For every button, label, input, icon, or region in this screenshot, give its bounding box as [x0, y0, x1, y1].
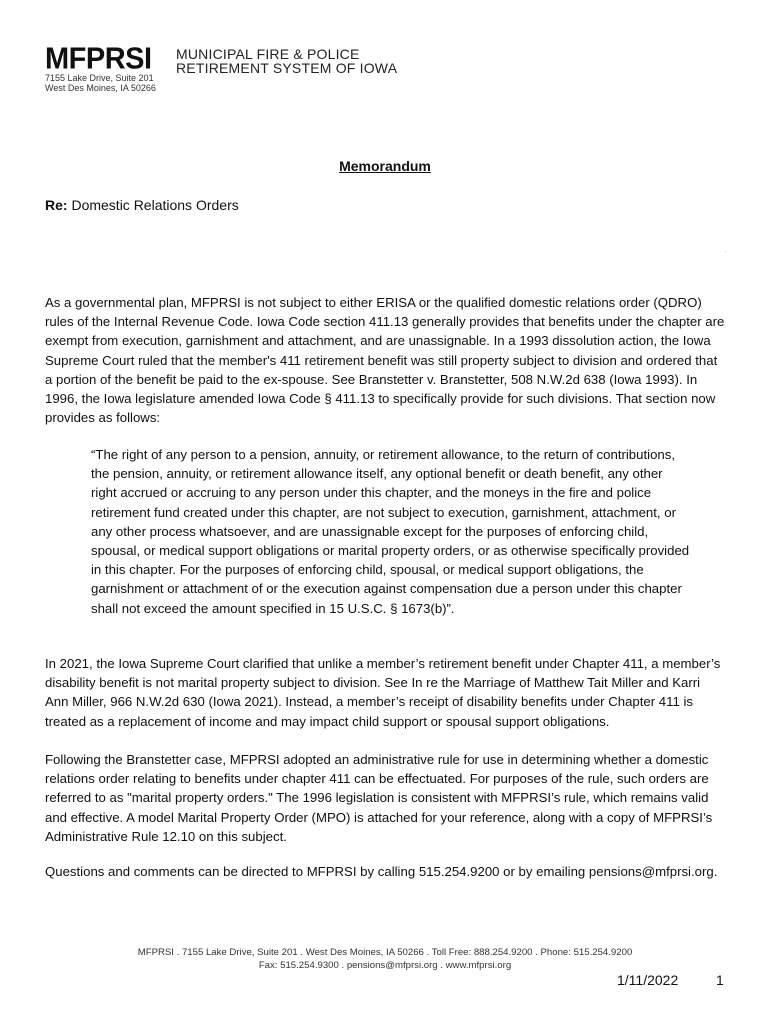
logo-wordmark: MFPRSI: [45, 42, 152, 76]
page-footer: [0, 946, 770, 972]
memo-title: Memorandum: [339, 158, 431, 174]
body-paragraph-1: As a governmental plan, MFPRSI is not subject to either ERISA or the qualified domestic relations order (QDRO) rules of the Internal Revenue Code. Iowa Code section 411.13 generally provides that benefits under the chapter are exempt from execution, garnishment and attachment, and are unassignable. In a 1993 dissolution action, the Iowa Supreme Court ruled that the member's 411 retirement benefit was still property subject to division and ordered that a portion of the benefit be paid to the ex-spouse. See Branstetter v. Branstetter, 508 N.W.2d 638 (Iowa 1993). In 1996, the Iowa legislature amended Iowa Code § 411.13 to specifically provide for such divisions. That section now provides as follows:: [45, 295, 725, 426]
letterhead-address: [45, 74, 245, 93]
footer-contact-line1: MFPRSI . 7155 Lake Drive, Suite 201 . West Des Moines, IA 50266 . Toll Free: 888.254.9200 . Phone: 515.254.9200: [137, 947, 633, 958]
re-subject: Domestic Relations Orders: [71, 197, 239, 213]
body-paragraph-3: Following the Branstetter case, MFPRSI adopted an administrative rule for use in determining whether a domestic relations order relating to benefits under chapter 411 can be effectuated. For purposes of the rule, such orders are referred to as "marital property orders." The 1996 legislation is consistent with MFPRSI’s rule, which remains valid and effective. A model Marital Property Order (MPO) is attached for your reference, along with a copy of MFPRSI’s Administrative Rule 12.10 on this subject.: [45, 752, 713, 844]
body-paragraph-4: Questions and comments can be directed to MFPRSI by calling 515.254.9200 or by emailing pensions@mfprsi.org.: [45, 864, 718, 879]
address-line1: 7155 Lake Drive, Suite 201: [45, 73, 154, 83]
body-paragraph-2: In 2021, the Iowa Supreme Court clarified that unlike a member’s retirement benefit under Chapter 411, a member’s disability benefit is not marital property subject to division. See In re the Marriage of Matthew Tait Miller and Karri Ann Miller, 966 N.W.2d 630 (Iowa 2021). Instead, a member’s receipt of disability benefits under Chapter 411 is treated as a replacement of income and may impact child support or spousal support obligations.: [45, 656, 721, 729]
page-number: 1: [716, 972, 724, 988]
stray-mark: .: [725, 248, 727, 254]
organization-name-line2: RETIREMENT SYSTEM OF IOWA: [176, 60, 398, 76]
organization-name-line1: MUNICIPAL FIRE & POLICE: [176, 46, 360, 62]
address-line2: West Des Moines, IA 50266: [45, 82, 156, 93]
footer-contact-line2: Fax: 515.254.9300 . pensions@mfprsi.org . www.mfprsi.org: [258, 960, 512, 971]
document-date: 1/11/2022: [617, 972, 679, 988]
organization-name: [176, 47, 406, 75]
statute-quote: “The right of any person to a pension, annuity, or retirement allowance, to the return of contributions, the pension, annuity, or retirement allowance itself, any optional benefit or death benefit, any other right accrued or accruing to any person under this chapter, and the moneys in the fire and police retirement fund created under this chapter, are not subject to execution, garnishment, attachment, or any other process whatsoever, and are unassignable except for the purposes of enforcing child, spousal, or medical support obligations or marital property orders, or as otherwise specifically provided in this chapter. For the purposes of enforcing child, spousal, or medical support obligations, the garnishment or attachment of or the execution against compensation due a person under this chapter shall not exceed the amount specified in 15 U.S.C. § 1673(b)”.: [91, 447, 690, 616]
re-label: Re:: [45, 197, 68, 213]
memo-subject-line: [45, 197, 239, 213]
